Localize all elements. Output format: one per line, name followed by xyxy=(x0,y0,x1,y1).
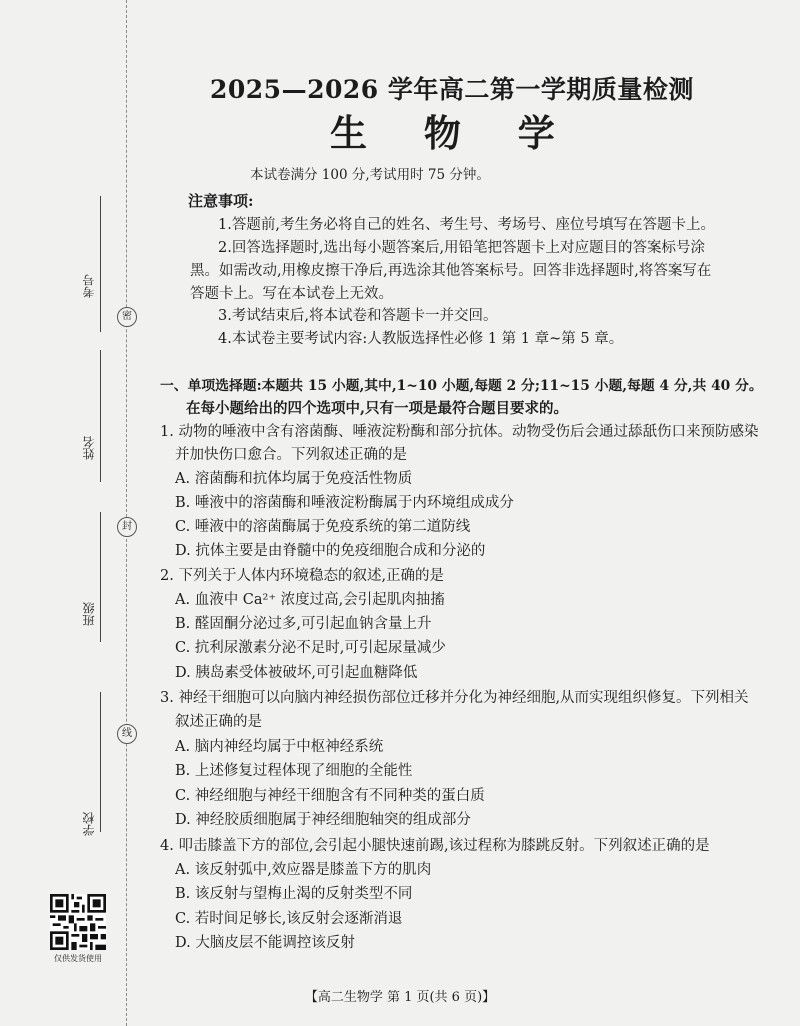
question-2-option-d: D. 胰岛素受体被破坏,可引起血糖降低 xyxy=(175,665,418,681)
question-1-stem-cont: 并加快伤口愈合。下列叙述正确的是 xyxy=(175,447,407,463)
question-1-option-b: B. 唾液中的溶菌酶和唾液淀粉酶属于内环境组成成分 xyxy=(175,495,514,511)
note-line: 黑。如需改动,用橡皮擦干净后,再选涂其他答案标号。回答非选择题时,将答案写在 xyxy=(190,263,712,279)
note-line: 3.考试结束后,将本试卷和答题卡一并交回。 xyxy=(218,308,498,324)
qr-caption: 仅供发货使用 xyxy=(54,954,102,963)
school-blank xyxy=(100,692,101,832)
question-3-option-a: A. 脑内神经均属于中枢神经系统 xyxy=(175,739,384,755)
notes-heading: 注意事项: xyxy=(188,192,254,210)
question-3-stem-cont: 叙述正确的是 xyxy=(175,714,262,730)
question-3-stem: 3. 神经干细胞可以向脑内神经损伤部位迁移并分化为神经细胞,从而实现组织修复。下列相关 xyxy=(160,690,749,706)
question-2-option-b: B. 醛固酮分泌过多,可引起血钠含量上升 xyxy=(175,616,432,632)
question-4-option-b: B. 该反射与望梅止渴的反射类型不同 xyxy=(175,886,413,902)
question-2-option-a: A. 血液中 Ca²⁺ 浓度过高,会引起肌肉抽搐 xyxy=(175,592,445,608)
question-1-option-c: C. 唾液中的溶菌酶属于免疫系统的第二道防线 xyxy=(175,519,471,535)
exam-number-blank xyxy=(100,196,101,332)
question-3-option-c: C. 神经细胞与神经干细胞含有不同种类的蛋白质 xyxy=(175,788,485,804)
seal-xian: 线 xyxy=(117,724,137,744)
qr-code-icon xyxy=(50,894,106,950)
exam-number-field xyxy=(80,262,100,332)
question-2-stem: 2. 下列关于人体内环境稳态的叙述,正确的是 xyxy=(160,568,445,584)
note-line: 4.本试卷主要考试内容:人教版选择性必修 1 第 1 章~第 5 章。 xyxy=(218,331,624,347)
name-field xyxy=(80,424,100,484)
subject-title: 生 物 学 xyxy=(330,111,577,155)
seal-feng: 封 xyxy=(117,517,137,537)
question-1-stem: 1. 动物的唾液中含有溶菌酶、唾液淀粉酶和部分抗体。动物受伤后会通过舔舐伤口来预防感染 xyxy=(160,424,759,440)
section-instruction: 在每小题给出的四个选项中,只有一项是最符合题目要求的。 xyxy=(186,400,569,417)
class-field xyxy=(80,590,100,650)
question-4-option-d: D. 大脑皮层不能调控该反射 xyxy=(175,935,355,951)
class-label: 班级 xyxy=(82,602,96,626)
name-blank xyxy=(100,350,101,482)
question-3-option-b: B. 上述修复过程体现了细胞的全能性 xyxy=(175,763,413,779)
name-label: 姓名 xyxy=(82,436,96,460)
question-4-option-a: A. 该反射弧中,效应器是膝盖下方的肌肉 xyxy=(175,862,432,878)
question-1-option-d: D. 抗体主要是由脊髓中的免疫细胞合成和分泌的 xyxy=(175,543,486,559)
exam-info: 本试卷满分 100 分,考试用时 75 分钟。 xyxy=(250,167,490,183)
page-footer: 【高二生物学 第 1 页(共 6 页)】 xyxy=(304,990,496,1005)
question-4-stem: 4. 叩击膝盖下方的部位,会引起小腿快速前踢,该过程称为膝跳反射。下列叙述正确的是 xyxy=(160,838,710,854)
exam-title: 2025—2026 学年高二第一学期质量检测 xyxy=(210,75,694,104)
school-field xyxy=(80,800,100,860)
question-4-option-c: C. 若时间足够长,该反射会逐渐消退 xyxy=(175,911,403,927)
question-3-option-d: D. 神经胶质细胞属于神经细胞轴突的组成部分 xyxy=(175,812,471,828)
note-line: 答题卡上。写在本试卷上无效。 xyxy=(190,286,393,302)
question-1-option-a: A. 溶菌酶和抗体均属于免疫活性物质 xyxy=(175,471,413,487)
binding-dashed-line xyxy=(126,0,127,1026)
section-header: 一、单项选择题:本题共 15 小题,其中,1~10 小题,每题 2 分;11~15 小题,每题 4 分,共 40 分。 xyxy=(160,378,763,394)
note-line: 1.答题前,考生务必将自己的姓名、考生号、考场号、座位号填写在答题卡上。 xyxy=(218,217,715,233)
class-blank xyxy=(100,512,101,642)
exam-number-label: 考号 xyxy=(82,274,96,298)
note-line: 2.回答选择题时,选出每小题答案后,用铅笔把答题卡上对应题目的答案标号涂 xyxy=(218,240,706,256)
school-label: 学校 xyxy=(82,812,96,836)
question-2-option-c: C. 抗利尿激素分泌不足时,可引起尿量减少 xyxy=(175,640,446,656)
seal-mi: 密 xyxy=(117,307,137,327)
